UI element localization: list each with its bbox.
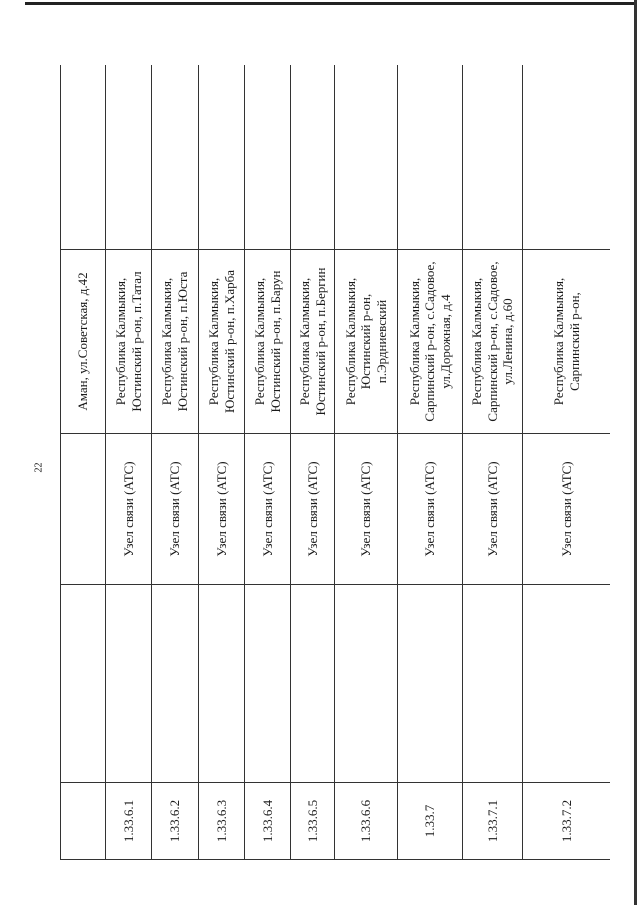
cell-empty <box>291 585 335 783</box>
cell-empty <box>335 65 398 250</box>
cell-object: Узел связи (АТС) <box>335 434 398 585</box>
cell-address: Республика Калмыкия, Юстинский р-он, п.Бергин <box>291 250 335 434</box>
cell-address: Аман, ул.Советская, д.42 <box>61 250 106 434</box>
cell-number: 1.33.6.5 <box>291 783 335 860</box>
cell-empty <box>106 585 152 783</box>
cell-address: Республика Калмыкия, Сарпинский р-он, с.Садовое, ул.Ленина, д.60 <box>463 250 523 434</box>
cell-object: Узел связи (АТС) <box>245 434 291 585</box>
table-row <box>61 65 106 860</box>
cell-empty <box>291 65 335 250</box>
cell-object: Узел связи (АТС) <box>523 434 611 585</box>
cell-address: Республика Калмыкия, Юстинский р-он, п.Харба <box>199 250 245 434</box>
table-row <box>335 65 398 860</box>
page-number: 22 <box>33 462 45 473</box>
cell-empty <box>61 65 106 250</box>
table-row <box>106 65 152 860</box>
cell-empty <box>152 65 199 250</box>
table-row <box>463 65 523 860</box>
cell-empty <box>398 65 463 250</box>
table-row <box>523 65 611 860</box>
right-edge-line <box>634 0 637 905</box>
cell-number: 1.33.7.1 <box>463 783 523 860</box>
cell-empty <box>199 65 245 250</box>
cell-object: Узел связи (АТС) <box>398 434 463 585</box>
top-border-line <box>25 2 635 5</box>
cell-empty <box>245 65 291 250</box>
cell-address: Республика Калмыкия, Юстинский р-он, п.Юста <box>152 250 199 434</box>
cell-object <box>61 434 106 585</box>
cell-address: Республика Калмыкия, Сарпинский р-он, <box>523 250 611 434</box>
cell-number: 1.33.6.1 <box>106 783 152 860</box>
cell-address: Республика Калмыкия, Юстинский р-он, п.Эрдниевский <box>335 250 398 434</box>
table-row <box>291 65 335 860</box>
cell-number: 1.33.6.4 <box>245 783 291 860</box>
cell-address: Республика Калмыкия, Юстинский р-он, п.Барун <box>245 250 291 434</box>
cell-number: 1.33.6.2 <box>152 783 199 860</box>
cell-number: 1.33.6.6 <box>335 783 398 860</box>
cell-object: Узел связи (АТС) <box>106 434 152 585</box>
table-row <box>199 65 245 860</box>
cell-empty <box>61 585 106 783</box>
cell-empty <box>335 585 398 783</box>
table-row <box>398 65 463 860</box>
cell-empty <box>523 585 611 783</box>
cell-empty <box>463 585 523 783</box>
table-row <box>152 65 199 860</box>
cell-number <box>61 783 106 860</box>
cell-address: Республика Калмыкия, Сарпинский р-он, с.Садовое, ул.Дорожная, д.4 <box>398 250 463 434</box>
cell-object: Узел связи (АТС) <box>463 434 523 585</box>
objects-table <box>60 65 610 860</box>
cell-number: 1.33.6.3 <box>199 783 245 860</box>
rotated-table-frame <box>60 65 610 860</box>
cell-empty <box>106 65 152 250</box>
rotated-table <box>60 65 610 860</box>
cell-empty <box>245 585 291 783</box>
cell-object: Узел связи (АТС) <box>291 434 335 585</box>
cell-address: Республика Калмыкия, Юстинский р-он, п.Татал <box>106 250 152 434</box>
cell-empty <box>199 585 245 783</box>
cell-object: Узел связи (АТС) <box>152 434 199 585</box>
cell-empty <box>523 65 611 250</box>
cell-empty <box>463 65 523 250</box>
cell-empty <box>152 585 199 783</box>
cell-object: Узел связи (АТС) <box>199 434 245 585</box>
cell-empty <box>398 585 463 783</box>
cell-number: 1.33.7 <box>398 783 463 860</box>
cell-number: 1.33.7.2 <box>523 783 611 860</box>
table-row <box>245 65 291 860</box>
